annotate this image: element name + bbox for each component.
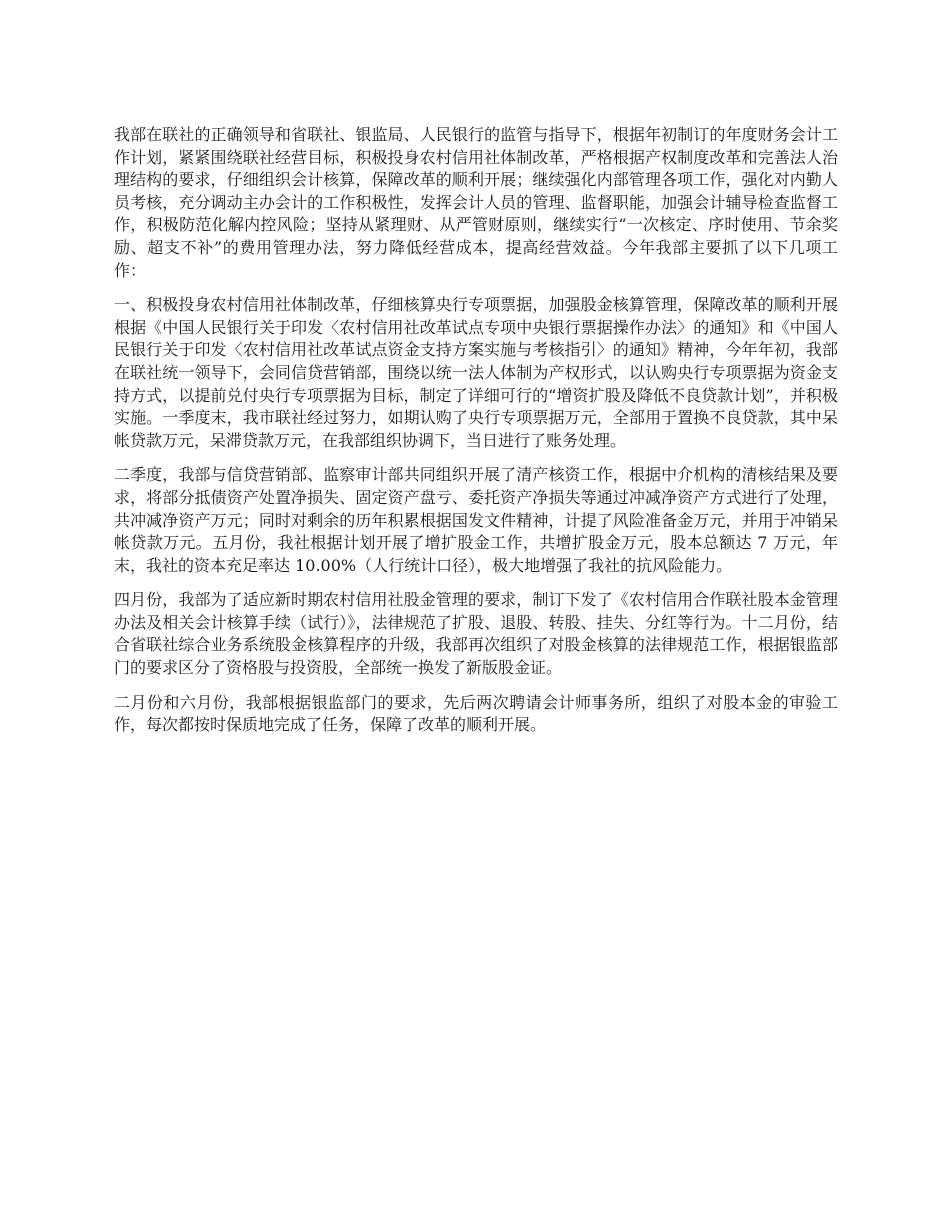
paragraph-second-quarter: 二季度，我部与信贷营销部、监察审计部共同组织开展了清产核资工作，根据中介机构的清核结果及要求，将部分抵债资产处置净损失、固定资产盘亏、委托资产净损失等通过冲减净资产方式进行了处理，共冲减净资产万元；同时对剩余的历年积累根据国发文件精神，计提了风险准备金万元，并用于冲销呆帐贷款万元。五月份，我社根据计划开展了增扩股金工作，共增扩股金万元，股本总额达 7 万元，年末，我社的资本充足率达 10.00%（人行统计口径），极大地增强了我社的抗风险能力。 [114,465,838,575]
document-body [114,124,838,749]
paragraph-reform: 一、积极投身农村信用社体制改革，仔细核算央行专项票据，加强股金核算管理，保障改革的顺利开展根据《中国人民银行关于印发〈农村信用社改革试点专项中央银行票据操作办法〉的通知》和《中国人民银行关于印发〈农村信用社改革试点资金支持方案实施与考核指引〉的通知》精神，今年年初，我部在联社统一领导下，会同信贷营销部，围绕以统一法人体制为产权形式，以认购央行专项票据为资金支持方式，以提前兑付央行专项票据为目标，制定了详细可行的“增资扩股及降低不良贷款计划”，并积极实施。一季度末，我市联社经过努力，如期认购了央行专项票据万元，全部用于置换不良贷款，其中呆帐贷款万元，呆滞贷款万元，在我部组织协调下，当日进行了账务处理。 [114,295,838,450]
paragraph-april: 四月份，我部为了适应新时期农村信用社股金管理的要求，制订下发了《农村信用合作联社股本金管理办法及相关会计核算手续（试行）》，法律规范了扩股、退股、转股、挂失、分红等行为。十二月份，结合省联社综合业务系统股金核算程序的升级，我部再次组织了对股金核算的法律规范工作，根据银监部门的要求区分了资格股与投资股，全部统一换发了新版股金证。 [114,590,838,678]
paragraph-audit: 二月份和六月份，我部根据银监部门的要求，先后两次聘请会计师事务所，组织了对股本金的审验工作，每次都按时保质地完成了任务，保障了改革的顺利开展。 [114,692,838,735]
paragraph-intro: 我部在联社的正确领导和省联社、银监局、人民银行的监管与指导下，根据年初制订的年度财务会计工作计划，紧紧围绕联社经营目标，积极投身农村信用社体制改革，严格根据产权制度改革和完善法人治理结构的要求，仔细组织会计核算，保障改革的顺利开展；继续强化内部管理各项工作，强化对内勤人员考核，充分调动主办会计的工作积极性，发挥会计人员的管理、监督职能，加强会计辅导检查监督工作，积极防范化解内控风险；坚持从紧理财、从严管财原则，继续实行“一次核定、序时使用、节余奖励、超支不补”的费用管理办法，努力降低经营成本，提高经营效益。今年我部主要抓了以下几项工作： [114,125,838,280]
